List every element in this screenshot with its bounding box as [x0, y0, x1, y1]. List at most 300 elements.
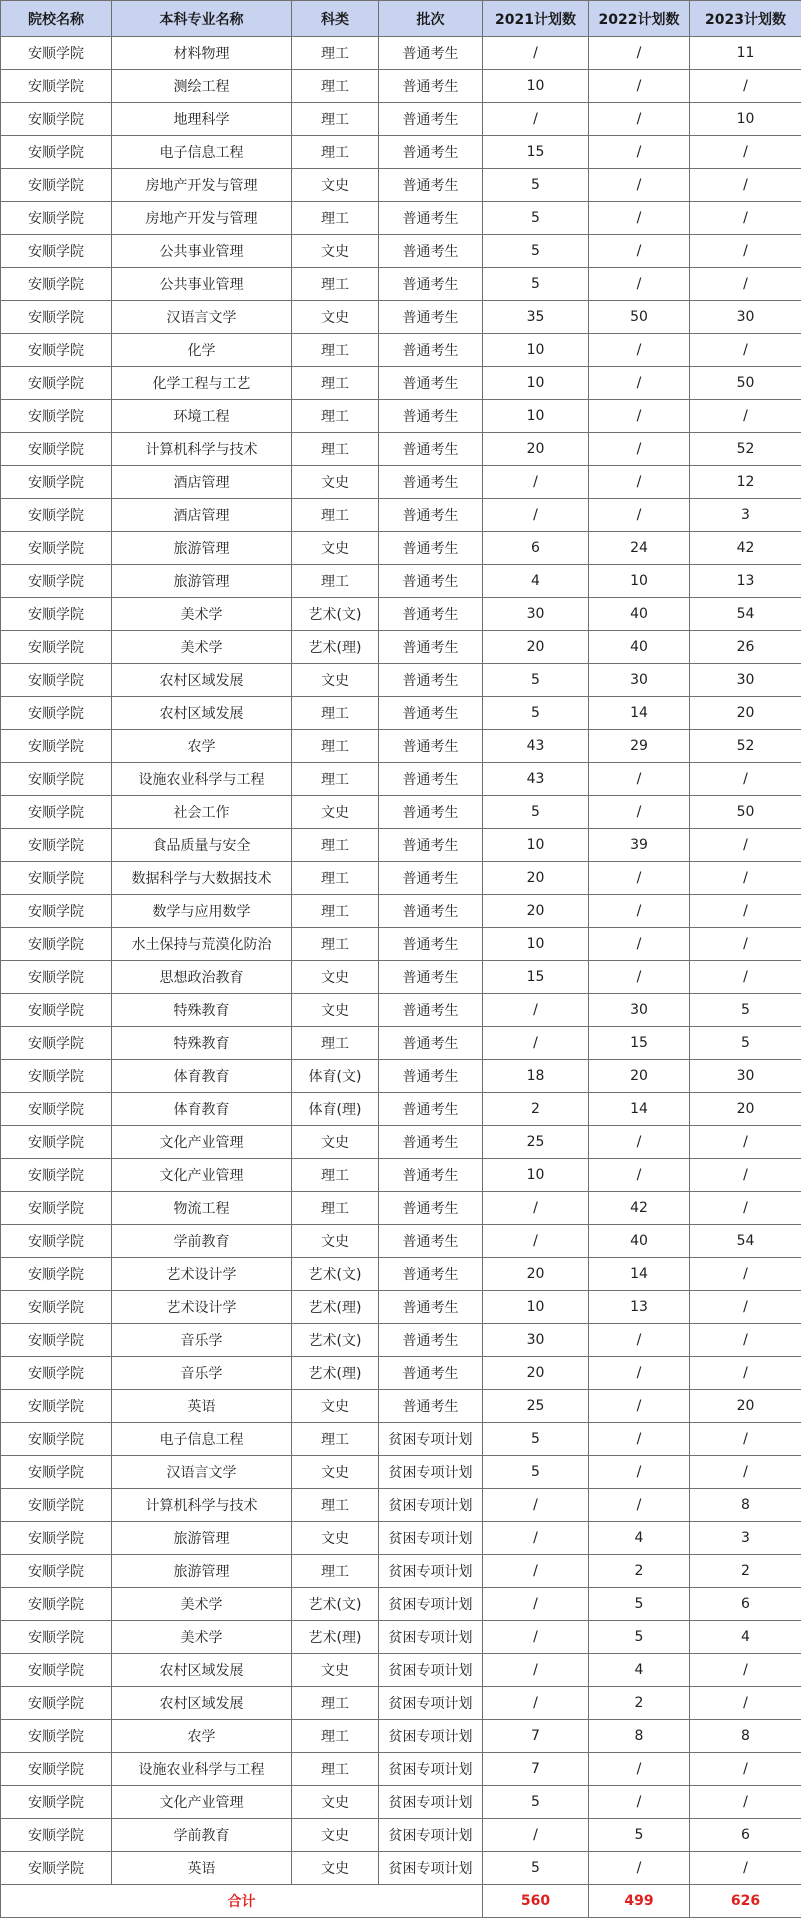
cell-plan-2021: 5 — [483, 235, 589, 268]
cell-batch: 普通考生 — [379, 1126, 483, 1159]
cell-school: 安顺学院 — [1, 1027, 112, 1060]
cell-category: 文史 — [292, 1390, 379, 1423]
cell-plan-2021: 10 — [483, 1291, 589, 1324]
cell-category: 文史 — [292, 1225, 379, 1258]
table-row — [1, 1588, 801, 1621]
cell-school: 安顺学院 — [1, 1126, 112, 1159]
cell-batch: 贫困专项计划 — [379, 1489, 483, 1522]
table-row — [1, 1687, 801, 1720]
cell-plan-2021: 5 — [483, 697, 589, 730]
cell-school: 安顺学院 — [1, 301, 112, 334]
table-row — [1, 1852, 801, 1885]
cell-category: 理工 — [292, 1720, 379, 1753]
cell-category: 理工 — [292, 1753, 379, 1786]
cell-plan-2023: / — [690, 1654, 801, 1687]
table-row — [1, 103, 801, 136]
cell-school: 安顺学院 — [1, 70, 112, 103]
table-row — [1, 1324, 801, 1357]
table-row — [1, 301, 801, 334]
cell-school: 安顺学院 — [1, 433, 112, 466]
cell-major: 特殊教育 — [112, 994, 292, 1027]
cell-major: 农学 — [112, 730, 292, 763]
cell-school: 安顺学院 — [1, 862, 112, 895]
cell-plan-2021: 20 — [483, 631, 589, 664]
cell-plan-2023: 50 — [690, 367, 801, 400]
cell-plan-2023: / — [690, 1786, 801, 1819]
cell-plan-2023: 52 — [690, 730, 801, 763]
cell-plan-2023: 42 — [690, 532, 801, 565]
cell-plan-2022: / — [589, 400, 690, 433]
cell-batch: 普通考生 — [379, 1225, 483, 1258]
table-row — [1, 1093, 801, 1126]
cell-plan-2021: 30 — [483, 598, 589, 631]
cell-batch: 普通考生 — [379, 1258, 483, 1291]
cell-batch: 普通考生 — [379, 400, 483, 433]
cell-batch: 普通考生 — [379, 763, 483, 796]
header-category: 科类 — [292, 1, 379, 37]
cell-category: 艺术(文) — [292, 1258, 379, 1291]
cell-plan-2022: / — [589, 1753, 690, 1786]
cell-plan-2021: 25 — [483, 1126, 589, 1159]
cell-plan-2021: 20 — [483, 433, 589, 466]
cell-batch: 贫困专项计划 — [379, 1588, 483, 1621]
cell-school: 安顺学院 — [1, 928, 112, 961]
cell-plan-2022: 40 — [589, 598, 690, 631]
cell-category: 体育(文) — [292, 1060, 379, 1093]
cell-batch: 普通考生 — [379, 532, 483, 565]
cell-plan-2023: 20 — [690, 697, 801, 730]
cell-category: 理工 — [292, 1423, 379, 1456]
cell-plan-2022: 24 — [589, 532, 690, 565]
table-row — [1, 796, 801, 829]
cell-school: 安顺学院 — [1, 1489, 112, 1522]
cell-plan-2021: 4 — [483, 565, 589, 598]
cell-plan-2021: 5 — [483, 796, 589, 829]
cell-batch: 普通考生 — [379, 103, 483, 136]
cell-category: 文史 — [292, 796, 379, 829]
cell-batch: 普通考生 — [379, 994, 483, 1027]
cell-school: 安顺学院 — [1, 367, 112, 400]
table-row — [1, 928, 801, 961]
table-row — [1, 631, 801, 664]
cell-plan-2021: 5 — [483, 268, 589, 301]
cell-school: 安顺学院 — [1, 136, 112, 169]
cell-batch: 普通考生 — [379, 1093, 483, 1126]
cell-plan-2023: 10 — [690, 103, 801, 136]
cell-major: 测绘工程 — [112, 70, 292, 103]
cell-plan-2021: / — [483, 994, 589, 1027]
header-batch: 批次 — [379, 1, 483, 37]
cell-plan-2022: 8 — [589, 1720, 690, 1753]
cell-plan-2021: / — [483, 103, 589, 136]
cell-major: 酒店管理 — [112, 466, 292, 499]
cell-major: 英语 — [112, 1390, 292, 1423]
cell-plan-2021: 5 — [483, 1786, 589, 1819]
cell-plan-2023: / — [690, 1423, 801, 1456]
cell-category: 理工 — [292, 730, 379, 763]
cell-plan-2021: 5 — [483, 202, 589, 235]
cell-major: 设施农业科学与工程 — [112, 1753, 292, 1786]
cell-batch: 贫困专项计划 — [379, 1522, 483, 1555]
cell-category: 文史 — [292, 235, 379, 268]
cell-batch: 普通考生 — [379, 697, 483, 730]
cell-batch: 普通考生 — [379, 301, 483, 334]
cell-category: 理工 — [292, 565, 379, 598]
cell-plan-2023: 5 — [690, 994, 801, 1027]
cell-school: 安顺学院 — [1, 631, 112, 664]
cell-plan-2023: / — [690, 1687, 801, 1720]
table-row — [1, 763, 801, 796]
cell-major: 农村区域发展 — [112, 1654, 292, 1687]
cell-plan-2021: / — [483, 1687, 589, 1720]
cell-major: 音乐学 — [112, 1357, 292, 1390]
cell-plan-2023: / — [690, 334, 801, 367]
cell-category: 文史 — [292, 1819, 379, 1852]
cell-school: 安顺学院 — [1, 334, 112, 367]
cell-major: 汉语言文学 — [112, 301, 292, 334]
cell-school: 安顺学院 — [1, 202, 112, 235]
table-row — [1, 70, 801, 103]
cell-batch: 普通考生 — [379, 730, 483, 763]
cell-plan-2022: / — [589, 1423, 690, 1456]
table-body — [1, 37, 801, 1885]
cell-major: 文化产业管理 — [112, 1159, 292, 1192]
cell-school: 安顺学院 — [1, 664, 112, 697]
cell-category: 艺术(理) — [292, 631, 379, 664]
cell-school: 安顺学院 — [1, 1588, 112, 1621]
cell-plan-2023: 30 — [690, 301, 801, 334]
cell-batch: 普通考生 — [379, 1291, 483, 1324]
table-row — [1, 1555, 801, 1588]
cell-plan-2021: 6 — [483, 532, 589, 565]
table-row — [1, 400, 801, 433]
cell-major: 电子信息工程 — [112, 136, 292, 169]
cell-category: 理工 — [292, 697, 379, 730]
cell-category: 体育(理) — [292, 1093, 379, 1126]
cell-plan-2021: 20 — [483, 1258, 589, 1291]
cell-category: 理工 — [292, 928, 379, 961]
cell-plan-2022: / — [589, 796, 690, 829]
cell-plan-2021: / — [483, 1819, 589, 1852]
cell-batch: 普通考生 — [379, 664, 483, 697]
cell-school: 安顺学院 — [1, 1522, 112, 1555]
cell-plan-2022: / — [589, 928, 690, 961]
cell-plan-2021: 20 — [483, 895, 589, 928]
cell-major: 美术学 — [112, 631, 292, 664]
cell-major: 美术学 — [112, 1588, 292, 1621]
cell-batch: 贫困专项计划 — [379, 1720, 483, 1753]
cell-plan-2023: / — [690, 268, 801, 301]
cell-plan-2021: 5 — [483, 1456, 589, 1489]
table-row — [1, 1357, 801, 1390]
cell-major: 体育教育 — [112, 1093, 292, 1126]
cell-plan-2022: 14 — [589, 1093, 690, 1126]
cell-plan-2023: 50 — [690, 796, 801, 829]
cell-plan-2021: 5 — [483, 169, 589, 202]
cell-major: 学前教育 — [112, 1819, 292, 1852]
cell-school: 安顺学院 — [1, 1390, 112, 1423]
cell-batch: 贫困专项计划 — [379, 1687, 483, 1720]
cell-plan-2022: / — [589, 1786, 690, 1819]
cell-batch: 普通考生 — [379, 862, 483, 895]
cell-school: 安顺学院 — [1, 1720, 112, 1753]
cell-plan-2023: 11 — [690, 37, 801, 70]
cell-major: 艺术设计学 — [112, 1291, 292, 1324]
cell-plan-2021: / — [483, 1522, 589, 1555]
table-footer — [1, 1885, 801, 1918]
cell-major: 计算机科学与技术 — [112, 433, 292, 466]
cell-school: 安顺学院 — [1, 1852, 112, 1885]
header-row — [1, 1, 801, 37]
cell-school: 安顺学院 — [1, 730, 112, 763]
cell-category: 文史 — [292, 466, 379, 499]
cell-category: 文史 — [292, 961, 379, 994]
cell-major: 环境工程 — [112, 400, 292, 433]
cell-major: 房地产开发与管理 — [112, 169, 292, 202]
cell-plan-2022: / — [589, 1159, 690, 1192]
cell-major: 农村区域发展 — [112, 1687, 292, 1720]
cell-plan-2023: / — [690, 70, 801, 103]
table-row — [1, 1489, 801, 1522]
cell-plan-2021: 5 — [483, 1423, 589, 1456]
cell-major: 文化产业管理 — [112, 1786, 292, 1819]
cell-major: 美术学 — [112, 1621, 292, 1654]
cell-batch: 普通考生 — [379, 268, 483, 301]
cell-plan-2023: / — [690, 1159, 801, 1192]
cell-plan-2022: 5 — [589, 1621, 690, 1654]
cell-plan-2022: / — [589, 136, 690, 169]
cell-category: 理工 — [292, 103, 379, 136]
cell-plan-2023: / — [690, 169, 801, 202]
cell-plan-2022: 4 — [589, 1654, 690, 1687]
cell-batch: 普通考生 — [379, 136, 483, 169]
cell-batch: 普通考生 — [379, 1324, 483, 1357]
cell-plan-2022: / — [589, 895, 690, 928]
cell-major: 旅游管理 — [112, 1555, 292, 1588]
cell-plan-2022: 20 — [589, 1060, 690, 1093]
cell-major: 文化产业管理 — [112, 1126, 292, 1159]
cell-batch: 贫困专项计划 — [379, 1555, 483, 1588]
cell-category: 理工 — [292, 334, 379, 367]
table-row — [1, 565, 801, 598]
cell-category: 理工 — [292, 70, 379, 103]
cell-category: 艺术(文) — [292, 1588, 379, 1621]
cell-category: 文史 — [292, 994, 379, 1027]
cell-plan-2023: 26 — [690, 631, 801, 664]
cell-school: 安顺学院 — [1, 565, 112, 598]
cell-major: 水土保持与荒漠化防治 — [112, 928, 292, 961]
cell-plan-2021: 20 — [483, 862, 589, 895]
total-row — [1, 1885, 801, 1918]
cell-batch: 普通考生 — [379, 895, 483, 928]
cell-plan-2022: 29 — [589, 730, 690, 763]
cell-category: 理工 — [292, 202, 379, 235]
table-row — [1, 730, 801, 763]
cell-category: 理工 — [292, 37, 379, 70]
cell-category: 艺术(文) — [292, 598, 379, 631]
cell-major: 农村区域发展 — [112, 664, 292, 697]
table-row — [1, 1786, 801, 1819]
table-row — [1, 598, 801, 631]
cell-plan-2021: 15 — [483, 136, 589, 169]
table-row — [1, 136, 801, 169]
cell-plan-2022: / — [589, 862, 690, 895]
cell-school: 安顺学院 — [1, 1159, 112, 1192]
cell-batch: 贫困专项计划 — [379, 1753, 483, 1786]
cell-major: 汉语言文学 — [112, 1456, 292, 1489]
cell-batch: 贫困专项计划 — [379, 1786, 483, 1819]
cell-plan-2021: 7 — [483, 1753, 589, 1786]
header-school: 院校名称 — [1, 1, 112, 37]
cell-plan-2023: 13 — [690, 565, 801, 598]
cell-major: 设施农业科学与工程 — [112, 763, 292, 796]
cell-batch: 普通考生 — [379, 796, 483, 829]
header-plan-2023: 2023计划数 — [690, 1, 801, 37]
cell-category: 艺术(文) — [292, 1324, 379, 1357]
cell-major: 计算机科学与技术 — [112, 1489, 292, 1522]
cell-plan-2023: / — [690, 961, 801, 994]
cell-school: 安顺学院 — [1, 1753, 112, 1786]
cell-school: 安顺学院 — [1, 796, 112, 829]
cell-category: 文史 — [292, 532, 379, 565]
cell-batch: 普通考生 — [379, 829, 483, 862]
cell-school: 安顺学院 — [1, 1819, 112, 1852]
cell-school: 安顺学院 — [1, 1093, 112, 1126]
cell-plan-2021: 10 — [483, 334, 589, 367]
cell-plan-2021: / — [483, 1027, 589, 1060]
cell-plan-2023: / — [690, 1258, 801, 1291]
table-row — [1, 1027, 801, 1060]
cell-major: 体育教育 — [112, 1060, 292, 1093]
cell-plan-2023: 52 — [690, 433, 801, 466]
cell-category: 理工 — [292, 136, 379, 169]
cell-school: 安顺学院 — [1, 1291, 112, 1324]
cell-batch: 普通考生 — [379, 235, 483, 268]
cell-plan-2023: 6 — [690, 1588, 801, 1621]
table-row — [1, 994, 801, 1027]
table-row — [1, 1753, 801, 1786]
cell-major: 旅游管理 — [112, 532, 292, 565]
total-2021: 560 — [483, 1885, 589, 1918]
cell-plan-2023: / — [690, 400, 801, 433]
cell-major: 化学 — [112, 334, 292, 367]
cell-plan-2022: 2 — [589, 1555, 690, 1588]
cell-category: 理工 — [292, 400, 379, 433]
cell-plan-2022: / — [589, 1852, 690, 1885]
cell-school: 安顺学院 — [1, 37, 112, 70]
table-row — [1, 268, 801, 301]
cell-school: 安顺学院 — [1, 1423, 112, 1456]
cell-plan-2022: / — [589, 1324, 690, 1357]
cell-plan-2022: / — [589, 235, 690, 268]
cell-category: 理工 — [292, 367, 379, 400]
cell-plan-2022: / — [589, 433, 690, 466]
cell-plan-2022: / — [589, 1456, 690, 1489]
cell-major: 特殊教育 — [112, 1027, 292, 1060]
cell-plan-2023: / — [690, 1126, 801, 1159]
table-row — [1, 1654, 801, 1687]
cell-batch: 贫困专项计划 — [379, 1852, 483, 1885]
table-row — [1, 697, 801, 730]
cell-plan-2023: / — [690, 763, 801, 796]
table-row — [1, 532, 801, 565]
table-row — [1, 1456, 801, 1489]
cell-plan-2022: 4 — [589, 1522, 690, 1555]
cell-batch: 普通考生 — [379, 1159, 483, 1192]
cell-school: 安顺学院 — [1, 1324, 112, 1357]
table-row — [1, 961, 801, 994]
cell-major: 公共事业管理 — [112, 235, 292, 268]
cell-batch: 普通考生 — [379, 598, 483, 631]
cell-school: 安顺学院 — [1, 829, 112, 862]
cell-school: 安顺学院 — [1, 103, 112, 136]
cell-category: 理工 — [292, 1159, 379, 1192]
table-row — [1, 1522, 801, 1555]
table-row — [1, 1192, 801, 1225]
cell-batch: 普通考生 — [379, 433, 483, 466]
total-2022: 499 — [589, 1885, 690, 1918]
cell-category: 文史 — [292, 1456, 379, 1489]
cell-plan-2021: 7 — [483, 1720, 589, 1753]
table-row — [1, 1159, 801, 1192]
cell-plan-2021: 18 — [483, 1060, 589, 1093]
cell-plan-2022: 5 — [589, 1819, 690, 1852]
cell-plan-2021: / — [483, 499, 589, 532]
cell-major: 艺术设计学 — [112, 1258, 292, 1291]
cell-batch: 普通考生 — [379, 1027, 483, 1060]
table-row — [1, 1819, 801, 1852]
cell-major: 食品质量与安全 — [112, 829, 292, 862]
table-row — [1, 334, 801, 367]
cell-plan-2022: 40 — [589, 1225, 690, 1258]
cell-batch: 普通考生 — [379, 961, 483, 994]
cell-category: 理工 — [292, 499, 379, 532]
cell-plan-2023: / — [690, 829, 801, 862]
table-row — [1, 1423, 801, 1456]
cell-category: 文史 — [292, 1522, 379, 1555]
table-row — [1, 367, 801, 400]
cell-category: 理工 — [292, 433, 379, 466]
cell-plan-2021: 15 — [483, 961, 589, 994]
cell-batch: 普通考生 — [379, 1060, 483, 1093]
cell-category: 文史 — [292, 1852, 379, 1885]
cell-plan-2022: / — [589, 1390, 690, 1423]
cell-category: 文史 — [292, 301, 379, 334]
table-row — [1, 862, 801, 895]
cell-plan-2022: 13 — [589, 1291, 690, 1324]
cell-school: 安顺学院 — [1, 1225, 112, 1258]
table-row — [1, 1258, 801, 1291]
cell-plan-2022: / — [589, 1357, 690, 1390]
table-row — [1, 433, 801, 466]
cell-category: 理工 — [292, 895, 379, 928]
cell-school: 安顺学院 — [1, 1786, 112, 1819]
cell-plan-2023: 8 — [690, 1489, 801, 1522]
header-plan-2021: 2021计划数 — [483, 1, 589, 37]
cell-plan-2022: / — [589, 961, 690, 994]
cell-major: 地理科学 — [112, 103, 292, 136]
cell-plan-2022: / — [589, 70, 690, 103]
cell-major: 旅游管理 — [112, 565, 292, 598]
cell-plan-2022: 30 — [589, 664, 690, 697]
cell-batch: 普通考生 — [379, 169, 483, 202]
cell-plan-2022: / — [589, 103, 690, 136]
cell-category: 理工 — [292, 862, 379, 895]
cell-plan-2021: 2 — [483, 1093, 589, 1126]
total-label: 合计 — [1, 1885, 483, 1918]
cell-school: 安顺学院 — [1, 532, 112, 565]
cell-plan-2022: / — [589, 169, 690, 202]
